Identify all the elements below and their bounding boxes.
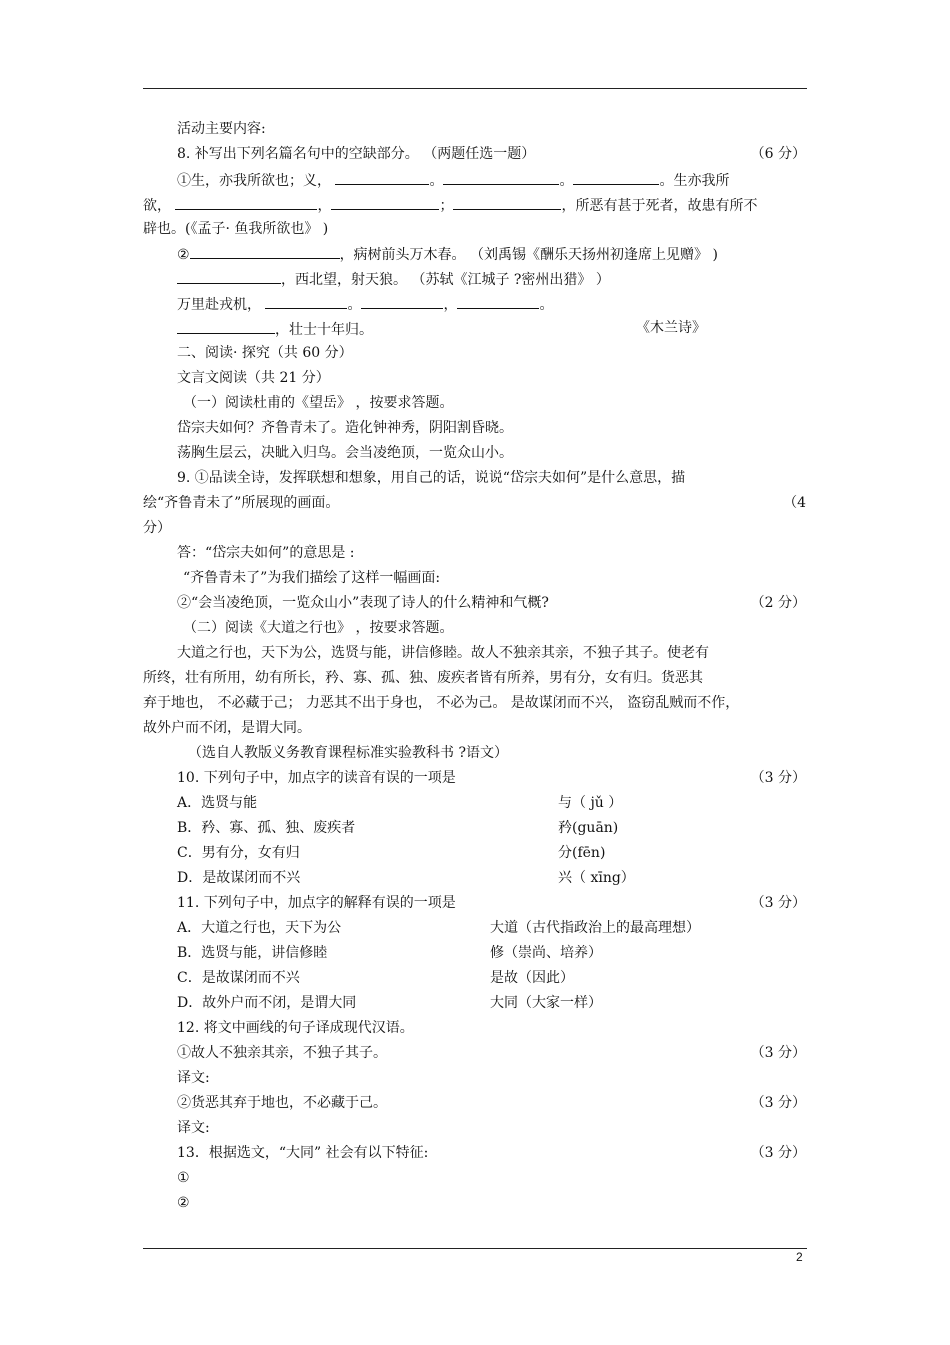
text-segment: ，西北望，射天狼。 （苏轼《江城子 ?密州出猎》 ） [281, 272, 610, 288]
text-segment: 。 [429, 173, 444, 189]
line-q9-line2 [143, 494, 339, 512]
line-text: A．选贤与能 [177, 795, 258, 811]
line-q10-a-right: 与（ jǔ ） [558, 795, 623, 811]
line-q8-2-line3 [177, 294, 553, 314]
line-q11-title [177, 894, 456, 912]
text-segment: 万里赴戎机， [177, 297, 266, 313]
line-q12-title [177, 1019, 414, 1037]
line-text: 所终，壮有所用，幼有所长，矜、寡、孤、独、废疾者皆有所养，男有分，女有归。货恶其 [143, 670, 703, 686]
text-segment: ② [177, 247, 190, 263]
fill-in-blank[interactable] [573, 170, 659, 185]
line-classical-reading [177, 369, 330, 387]
line-q9-answer1 [177, 544, 354, 562]
fill-in-blank[interactable] [265, 294, 347, 309]
line-q9-line3 [143, 519, 171, 537]
line-q11-d [177, 994, 356, 1012]
line-q11-b-right: 修（崇尚、培养） [490, 945, 602, 961]
line-text: C．男有分，女有归 [177, 845, 300, 861]
line-text: 分） [143, 520, 171, 536]
line-text: ②“会当凌绝顶，一览众山小”表现了诗人的什么精神和气概? [177, 595, 549, 611]
line-q13-2 [177, 1194, 190, 1212]
fill-in-blank[interactable] [361, 294, 443, 309]
line-text: 译文: [177, 1120, 210, 1136]
line-q8-2-line2 [177, 269, 610, 289]
line-text: （二）阅读《大道之行也》 ，按要求答题。 [183, 620, 454, 636]
line-q12-1 [177, 1044, 387, 1062]
text-segment: 。 [539, 297, 554, 313]
line-text: 文言文阅读（共 21 分） [177, 370, 330, 386]
fill-in-blank[interactable] [175, 195, 317, 210]
footer-rule [143, 1248, 807, 1249]
line-q9-2 [177, 594, 549, 612]
score-label: （4 [783, 495, 806, 511]
line-text: 12. 将文中画线的句子译成现代汉语。 [177, 1020, 414, 1036]
line-text: 故外户而不闭，是谓大同。 [143, 720, 311, 736]
line-poem-line2 [177, 444, 513, 462]
text-segment: 。 [347, 297, 362, 313]
score-label: （3 分） [750, 895, 806, 911]
page-number: 2 [796, 1250, 803, 1264]
line-passage-line2 [143, 669, 703, 687]
header-rule [143, 88, 807, 89]
line-q12-2 [177, 1094, 387, 1112]
score-label: （3 分） [750, 1045, 806, 1061]
line-q10-title [177, 769, 456, 787]
line-q10-c [177, 844, 300, 862]
line-q8-1-line2 [143, 195, 757, 215]
text-segment: ，所恶有甚于死者，故患有所不 [561, 198, 758, 214]
line-poem-line1 [177, 419, 513, 437]
line-part2-title [183, 619, 453, 637]
line-q11-b [177, 944, 327, 962]
fill-in-blank[interactable] [453, 195, 561, 210]
line-q8-2-line1 [177, 244, 718, 264]
line-text: “齐鲁青未了”为我们描绘了这样一幅画面: [183, 570, 441, 586]
line-q8-1-line3 [143, 220, 328, 238]
line-q8-2-line4 [177, 319, 373, 339]
line-q10-c-right: 分(fēn) [558, 845, 606, 861]
line-q10-a [177, 794, 257, 812]
line-q8-2-line4-right: 《木兰诗》 [636, 320, 706, 336]
line-text: 荡胸生层云，决眦入归鸟。会当凌绝顶，一览众山小。 [177, 445, 513, 461]
score-label: （3 分） [750, 1145, 806, 1161]
line-part1-title [183, 394, 453, 412]
line-text: 13．根据选文，“大同” 社会有以下特征: [177, 1145, 429, 1161]
line-text: D．故外户而不闭，是谓大同 [177, 995, 357, 1011]
line-text: ① [177, 1170, 190, 1186]
fill-in-blank[interactable] [457, 294, 539, 309]
text-segment: ①生，亦我所欲也；义， [177, 173, 336, 189]
score-label: （6 分） [750, 146, 806, 162]
line-text: C．是故谋闭而不兴 [177, 970, 300, 986]
text-segment: 。 [559, 173, 574, 189]
line-text: 译文: [177, 1070, 210, 1086]
line-passage-line4 [143, 719, 311, 737]
text-segment: ， [317, 198, 332, 214]
line-text: A．大道之行也，天下为公 [177, 920, 342, 936]
line-q11-a [177, 919, 341, 937]
line-section2 [177, 344, 353, 362]
line-text: 8. 补写出下列名篇名句中的空缺部分。 （两题任选一题） [177, 146, 536, 162]
line-q11-d-right: 大同（大家一样） [490, 995, 602, 1011]
fill-in-blank[interactable] [335, 170, 429, 185]
fill-in-blank[interactable] [177, 269, 281, 284]
line-text: 弃于地也， 不必藏于己； 力恶其不出于身也， 不必为己。 是故谋闭而不兴， 盗窃乱贼而不作， [143, 695, 740, 711]
fill-in-blank[interactable] [190, 244, 340, 259]
fill-in-blank[interactable] [331, 195, 439, 210]
score-label: （3 分） [750, 1095, 806, 1111]
line-text: 绘“齐鲁青未了”所展现的画面。 [143, 495, 340, 511]
line-text: 10. 下列句子中，加点字的读音有误的一项是 [177, 770, 456, 786]
line-text: ②货恶其弃于地也，不必藏于己。 [177, 1095, 387, 1111]
line-q13-title [177, 1144, 428, 1162]
line-q8-title [177, 145, 535, 163]
text-segment: ； [439, 198, 454, 214]
line-text: （一）阅读杜甫的《望岳》 ，按要求答题。 [183, 395, 454, 411]
score-label: （3 分） [750, 770, 806, 786]
line-text: D．是故谋闭而不兴 [177, 870, 301, 886]
line-text: 活动主要内容: [177, 121, 266, 137]
text-segment: 欲， [143, 198, 176, 214]
fill-in-blank[interactable] [177, 319, 275, 334]
line-text: （选自人教版义务教育课程标准实验教科书 ?语文） [188, 745, 508, 761]
line-text: ①故人不独亲其亲，不独子其子。 [177, 1045, 387, 1061]
line-q10-b [177, 819, 355, 837]
line-q10-b-right: 矜(guān) [558, 820, 619, 836]
text-segment: ，壮士十年归。 [275, 322, 373, 338]
line-text: 大道之行也，天下为公，选贤与能，讲信修睦。故人不独亲其亲，不独子其子。使老有 [177, 645, 709, 661]
line-q9-answer2 [183, 569, 440, 587]
line-q10-d [177, 869, 300, 887]
line-text: 岱宗夫如何？齐鲁青未了。造化钟神秀，阴阳割昏晓。 [177, 420, 513, 436]
line-text: B．选贤与能，讲信修睦 [177, 945, 328, 961]
line-q10-d-right: 兴（ xīng） [558, 870, 635, 886]
line-text: 11. 下列句子中，加点字的解释有误的一项是 [177, 895, 456, 911]
line-text: 二、阅读· 探究（共 60 分） [177, 345, 353, 361]
line-passage-line3 [143, 694, 739, 712]
line-text: 9. ①品读全诗，发挥联想和想象，用自己的话，说说“岱宗夫如何”是什么意思，描 [177, 470, 686, 486]
line-source [188, 744, 508, 762]
line-q11-c-right: 是故（因此） [490, 970, 574, 986]
line-text: ② [177, 1195, 190, 1211]
line-q11-a-right: 大道（古代指政治上的最高理想） [490, 920, 700, 936]
line-q8-1-line1 [177, 170, 729, 190]
line-passage-line1 [177, 644, 709, 662]
line-activity-content [177, 120, 266, 138]
score-label: （2 分） [750, 595, 806, 611]
fill-in-blank[interactable] [443, 170, 559, 185]
line-text: 答：“岱宗夫如何”的意思是 : [177, 545, 355, 561]
text-segment: ，病树前头万木春。 （刘禹锡《酬乐天扬州初逢席上见赠》 ) [339, 247, 718, 263]
line-text: 辟也。(《孟子· 鱼我所欲也》 ) [143, 221, 329, 237]
text-segment: ， [443, 297, 458, 313]
line-q9-line1 [177, 469, 685, 487]
line-q13-1 [177, 1169, 190, 1187]
line-q12-2-answer [177, 1119, 210, 1137]
text-segment: 。生亦我所 [659, 173, 730, 189]
line-text: B．矜、寡、孤、独、废疾者 [177, 820, 356, 836]
line-q11-c [177, 969, 300, 987]
line-q12-1-answer [177, 1069, 210, 1087]
